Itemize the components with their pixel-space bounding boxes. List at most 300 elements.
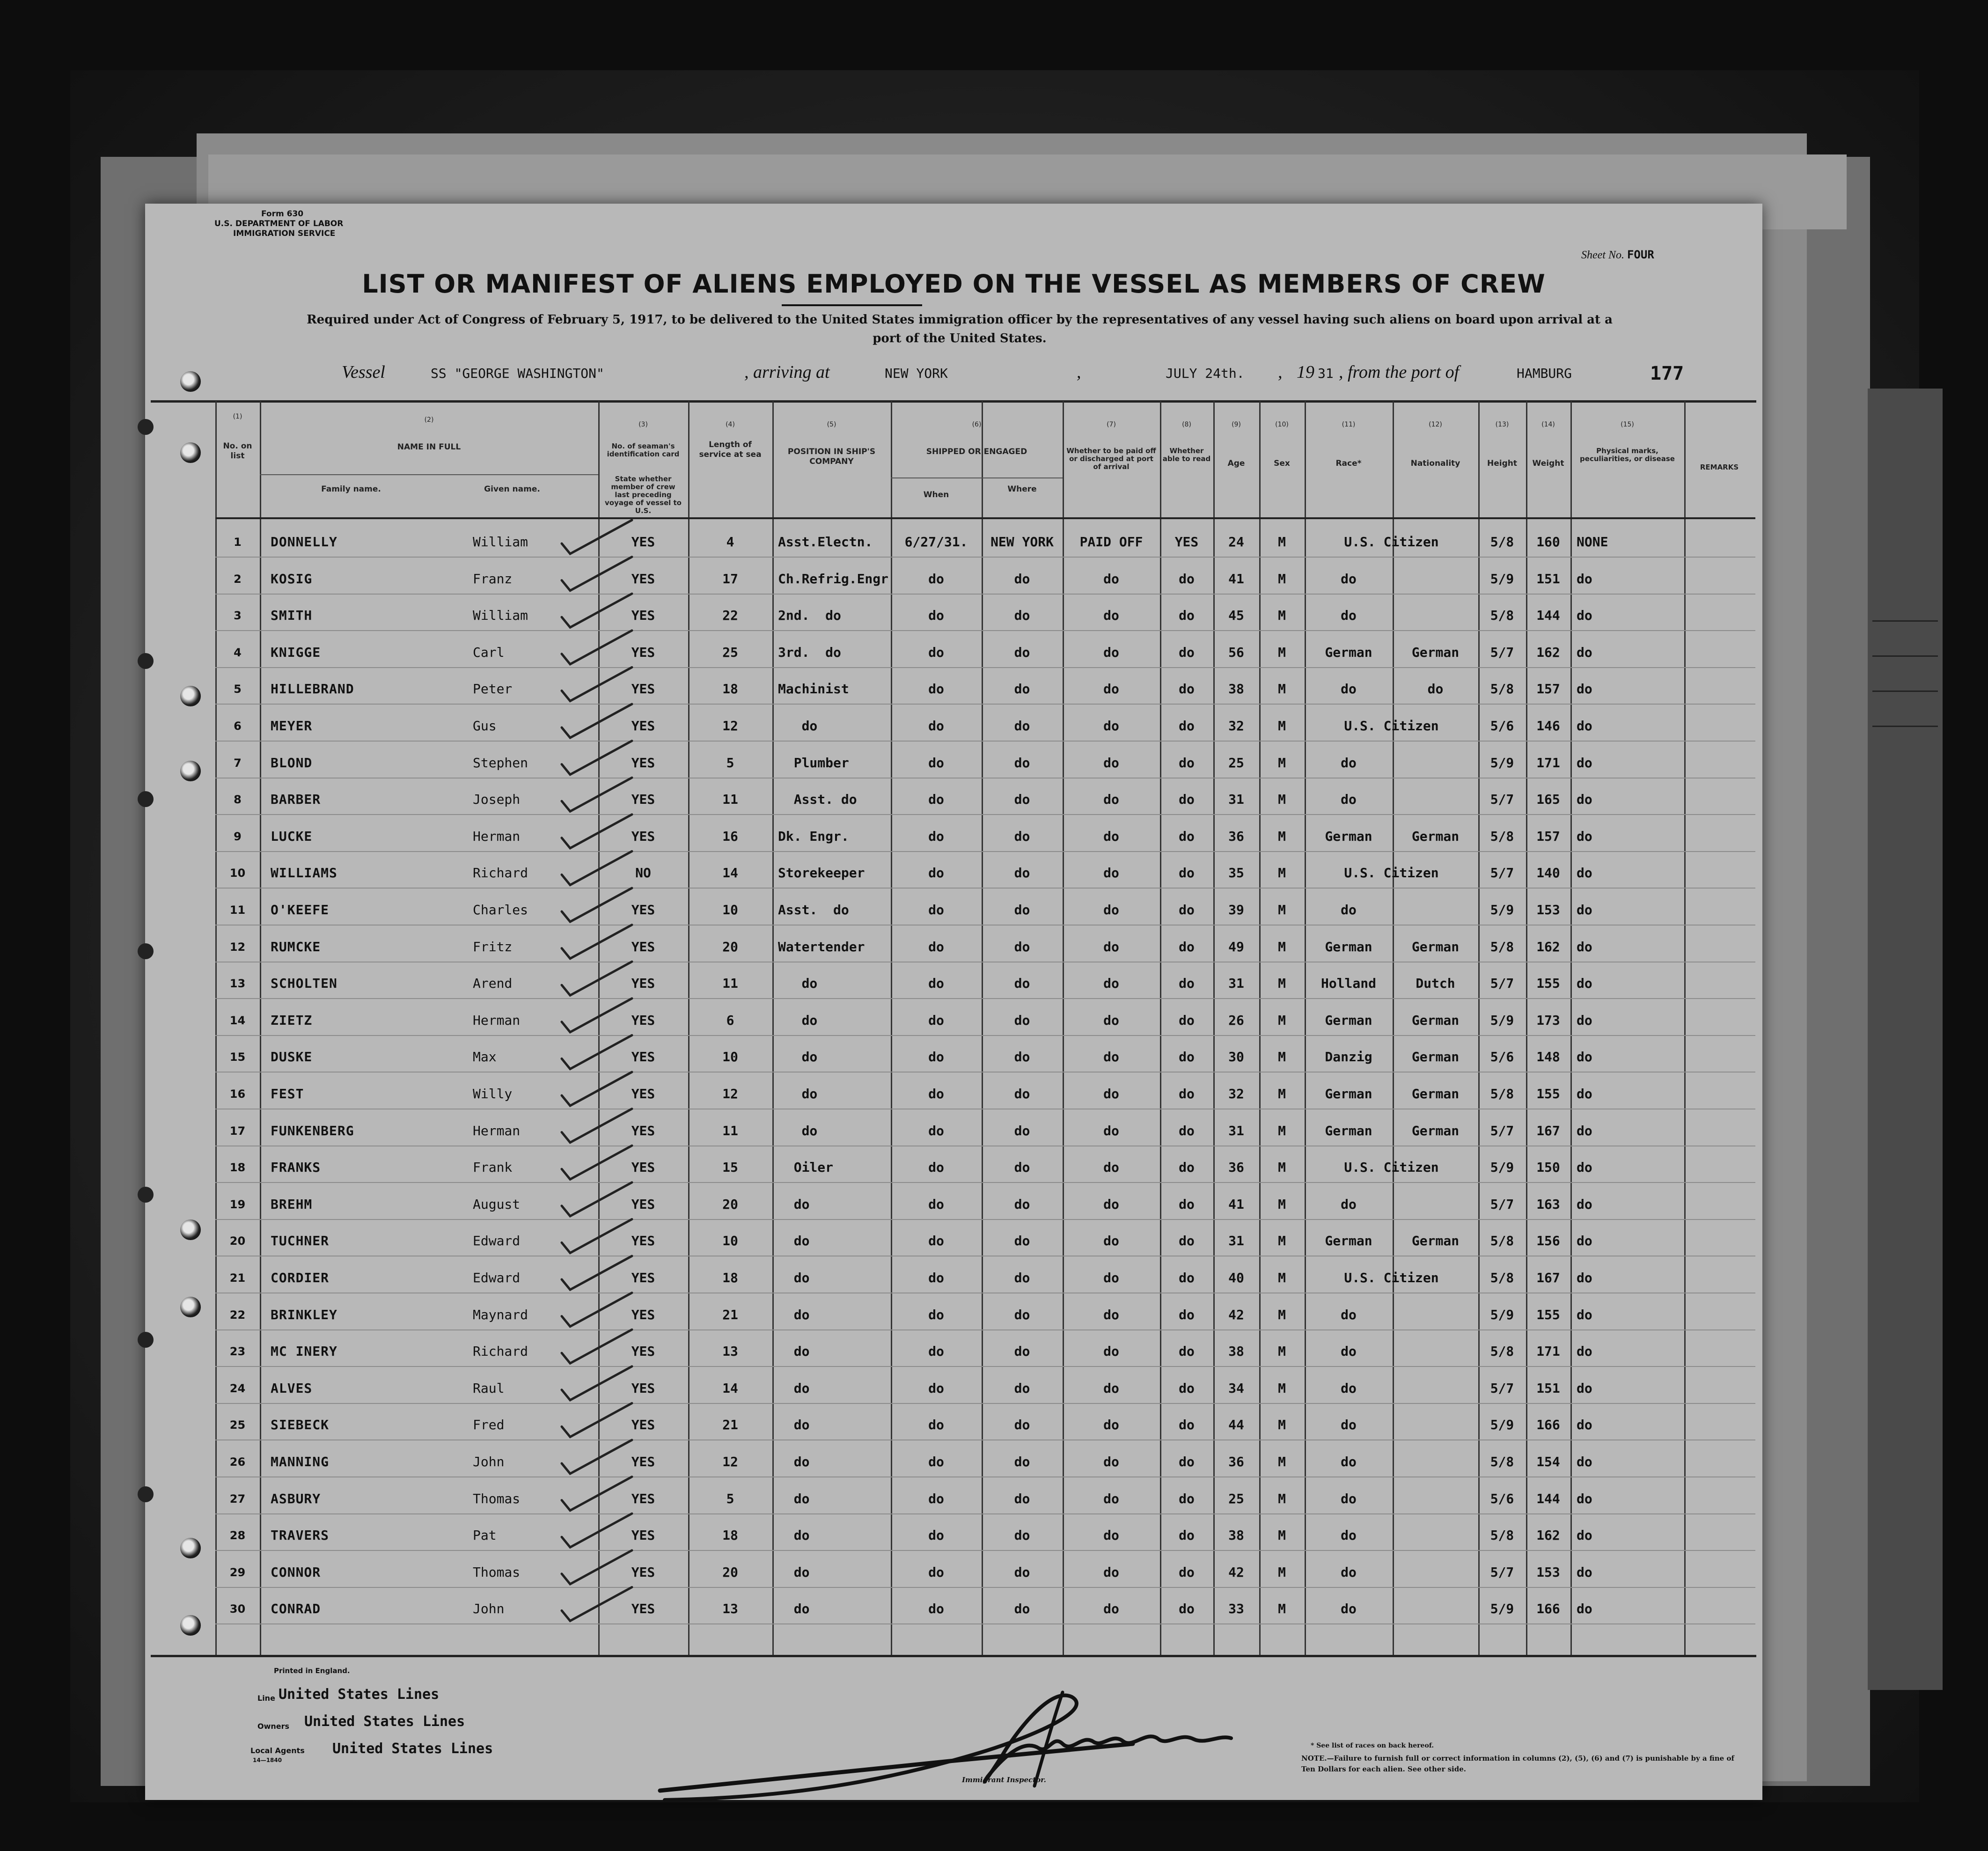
engaged-where: do	[1014, 792, 1030, 808]
race: German	[1325, 828, 1372, 844]
paid-off: do	[1103, 608, 1119, 624]
height: 5/8	[1490, 1233, 1514, 1249]
nationality	[1393, 1339, 1478, 1364]
races-note: * See list of races on back hereof.	[1311, 1742, 1434, 1749]
height: 5/8	[1490, 1270, 1514, 1285]
engaged-where: do	[1014, 1160, 1030, 1175]
family-name: BRINKLEY	[271, 1307, 337, 1322]
previous-voyage: YES	[631, 1491, 655, 1506]
engaged-where: do	[1014, 608, 1030, 624]
age: 39	[1228, 902, 1244, 918]
length-of-service: 20	[722, 1564, 738, 1580]
race: U.S. Citizen	[1344, 865, 1439, 881]
position: Machinist	[778, 681, 849, 697]
family-name: ZIETZ	[271, 1012, 313, 1028]
able-to-read: do	[1179, 681, 1195, 697]
row-number: 6	[234, 720, 242, 733]
nationality	[1393, 603, 1478, 628]
given-name: Raul	[473, 1380, 505, 1396]
engaged-when: do	[928, 865, 944, 881]
position: Asst. do	[778, 792, 857, 808]
sex: M	[1278, 792, 1286, 808]
able-to-read: do	[1179, 1601, 1195, 1617]
family-name: KOSIG	[271, 571, 313, 587]
able-to-read: do	[1179, 1380, 1195, 1396]
row-rule	[215, 1182, 1755, 1183]
physical-marks: do	[1577, 902, 1592, 918]
weight: 140	[1536, 865, 1560, 881]
previous-voyage: YES	[631, 902, 655, 918]
weight: 157	[1536, 681, 1560, 697]
row-number: 18	[229, 1161, 246, 1175]
previous-voyage: YES	[631, 1601, 655, 1617]
arriving-label: , arriving at	[744, 362, 830, 382]
previous-voyage: YES	[631, 792, 655, 808]
paid-off: do	[1103, 865, 1119, 881]
able-to-read: do	[1179, 939, 1195, 955]
previous-voyage: YES	[631, 608, 655, 624]
paid-off: do	[1103, 939, 1119, 955]
family-name: MC INERY	[271, 1344, 337, 1359]
previous-voyage: YES	[631, 1307, 655, 1322]
paid-off: do	[1103, 1196, 1119, 1212]
row-number: 4	[234, 646, 242, 659]
sex: M	[1278, 939, 1286, 955]
previous-voyage: YES	[631, 681, 655, 697]
family-name: TRAVERS	[271, 1528, 330, 1543]
paid-off: do	[1103, 718, 1119, 734]
family-name: DONNELLY	[271, 534, 337, 550]
height: 5/9	[1490, 571, 1514, 587]
engaged-when: do	[928, 1049, 944, 1065]
year-prefix: 19	[1297, 362, 1314, 382]
age: 42	[1228, 1307, 1244, 1322]
physical-marks: do	[1577, 1417, 1592, 1433]
nationality	[1393, 713, 1478, 739]
row-number: 24	[229, 1381, 246, 1395]
engaged-where: do	[1014, 1564, 1030, 1580]
row-number: 17	[229, 1124, 246, 1138]
length-of-service: 18	[722, 1528, 738, 1543]
sex: M	[1278, 865, 1286, 881]
engaged-when: do	[928, 976, 944, 992]
age: 36	[1228, 828, 1244, 844]
from-label: , from the port of	[1339, 362, 1460, 382]
length-of-service: 11	[722, 1123, 738, 1139]
row-number: 28	[229, 1529, 246, 1542]
punch-hole	[180, 761, 201, 781]
height: 5/6	[1490, 718, 1514, 734]
nationality: German	[1411, 1086, 1460, 1102]
nationality	[1393, 1302, 1478, 1328]
line-label: Line	[257, 1694, 275, 1703]
physical-marks: do	[1577, 1564, 1592, 1580]
age: 49	[1228, 939, 1244, 955]
page-number: 177	[1650, 363, 1684, 384]
engaged-where: do	[1014, 1491, 1030, 1506]
physical-marks: do	[1577, 1160, 1592, 1175]
given-name: Fred	[473, 1417, 505, 1433]
race: U.S. Citizen	[1344, 1270, 1439, 1285]
sheet-number-field	[1581, 248, 1654, 262]
race: do	[1341, 755, 1357, 771]
race: Danzig	[1325, 1049, 1372, 1065]
nationality: German	[1411, 1012, 1460, 1028]
row-number: 12	[229, 940, 246, 954]
race: U.S. Citizen	[1344, 1160, 1439, 1175]
height: 5/9	[1490, 1012, 1514, 1028]
sex: M	[1278, 1528, 1286, 1543]
physical-marks: do	[1577, 828, 1592, 844]
vessel-label: Vessel	[342, 362, 385, 382]
age: 35	[1228, 865, 1244, 881]
family-name: FUNKENBERG	[271, 1123, 354, 1139]
row-number: 11	[229, 903, 246, 917]
length-of-service: 10	[722, 902, 738, 918]
given-name: Herman	[473, 1012, 521, 1028]
family-name: BARBER	[271, 792, 321, 808]
engaged-where: do	[1014, 681, 1030, 697]
separator: ,	[1077, 362, 1081, 382]
age: 38	[1228, 1528, 1244, 1543]
column-number: (3)	[638, 421, 648, 428]
sex: M	[1278, 1491, 1286, 1506]
row-number: 1	[234, 536, 242, 549]
position: Watertender	[778, 939, 865, 955]
weight: 144	[1536, 1491, 1560, 1506]
height: 5/7	[1490, 865, 1514, 881]
given-name: Richard	[473, 1344, 528, 1359]
length-of-service: 14	[722, 865, 738, 881]
engaged-where: do	[1014, 1196, 1030, 1212]
nationality: do	[1427, 681, 1444, 697]
position: do	[778, 1601, 810, 1617]
given-name: Thomas	[473, 1491, 521, 1506]
length-of-service: 18	[722, 1270, 738, 1285]
row-number: 13	[229, 977, 246, 991]
engaged-when: do	[928, 608, 944, 624]
weight: 171	[1536, 755, 1560, 771]
able-to-read: do	[1179, 1344, 1195, 1359]
able-to-read: do	[1179, 1564, 1195, 1580]
length-of-service: 6	[726, 1012, 734, 1028]
sex: M	[1278, 1307, 1286, 1322]
header-family-name: Family name.	[321, 485, 381, 494]
able-to-read: do	[1179, 1270, 1195, 1285]
length-of-service: 18	[722, 681, 738, 697]
paid-off: do	[1103, 976, 1119, 992]
engaged-where: do	[1014, 828, 1030, 844]
paid-off: do	[1103, 1344, 1119, 1359]
physical-marks: do	[1577, 976, 1592, 992]
paid-off: do	[1103, 1233, 1119, 1249]
height: 5/8	[1490, 1528, 1514, 1543]
engaged-when: do	[928, 1564, 944, 1580]
sex: M	[1278, 608, 1286, 624]
sex: M	[1278, 1454, 1286, 1469]
height: 5/7	[1490, 792, 1514, 808]
previous-voyage: YES	[631, 1380, 655, 1396]
paid-off: do	[1103, 1012, 1119, 1028]
height: 5/7	[1490, 1380, 1514, 1396]
sex: M	[1278, 755, 1286, 771]
position: do	[778, 1012, 818, 1028]
row-rule	[215, 1550, 1755, 1551]
engaged-where: do	[1014, 1454, 1030, 1469]
given-name: William	[473, 608, 528, 624]
physical-marks: do	[1577, 1601, 1592, 1617]
row-number: 20	[229, 1234, 246, 1248]
engaged-when: do	[928, 1270, 944, 1285]
height: 5/8	[1490, 828, 1514, 844]
race: do	[1341, 792, 1357, 808]
height: 5/8	[1490, 1086, 1514, 1102]
nationality: German	[1411, 1123, 1460, 1139]
length-of-service: 20	[722, 939, 738, 955]
weight: 166	[1536, 1417, 1560, 1433]
paid-off: do	[1103, 828, 1119, 844]
row-number: 5	[234, 683, 242, 696]
family-name: O'KEEFE	[271, 902, 330, 918]
given-name: Herman	[473, 1123, 521, 1139]
arrival-date: JULY 24th.	[1166, 366, 1245, 381]
position: Asst.Electn.	[778, 534, 873, 550]
able-to-read: do	[1179, 644, 1195, 660]
header-weight: Weight	[1532, 459, 1564, 468]
physical-marks: do	[1577, 1307, 1592, 1322]
weight: 146	[1536, 718, 1560, 734]
paid-off: do	[1103, 792, 1119, 808]
height: 5/7	[1490, 1123, 1514, 1139]
family-name: FEST	[271, 1086, 304, 1102]
physical-marks: do	[1577, 1049, 1592, 1065]
position: do	[778, 1123, 818, 1139]
engaged-where: do	[1014, 1417, 1030, 1433]
weight: 156	[1536, 1233, 1560, 1249]
age: 31	[1228, 1233, 1244, 1249]
family-name: FRANKS	[271, 1160, 321, 1175]
weight: 171	[1536, 1344, 1560, 1359]
sex: M	[1278, 976, 1286, 992]
column-number: (2)	[424, 416, 434, 424]
age: 41	[1228, 571, 1244, 587]
length-of-service: 10	[722, 1049, 738, 1065]
inspector-signature	[651, 1683, 1297, 1809]
length-of-service: 13	[722, 1344, 738, 1359]
race: Holland	[1320, 976, 1376, 992]
age: 45	[1228, 608, 1244, 624]
engaged-when: do	[928, 571, 944, 587]
row-number: 10	[229, 867, 246, 880]
race: do	[1341, 1307, 1357, 1322]
row-rule	[215, 778, 1755, 779]
age: 38	[1228, 1344, 1244, 1359]
sheet-number-value: FOUR	[1627, 248, 1654, 261]
able-to-read: do	[1179, 755, 1195, 771]
form-identifier	[214, 209, 343, 239]
sex: M	[1278, 1123, 1286, 1139]
column-number: (5)	[827, 421, 836, 428]
header-shipped: SHIPPED OR ENGAGED	[926, 447, 1027, 456]
family-name: MEYER	[271, 718, 313, 734]
age: 26	[1228, 1012, 1244, 1028]
engaged-when: do	[928, 1123, 944, 1139]
able-to-read: do	[1179, 902, 1195, 918]
previous-voyage: YES	[631, 1270, 655, 1285]
engaged-where: do	[1014, 1344, 1030, 1359]
position: 3rd. do	[778, 644, 841, 660]
paid-off: do	[1103, 1160, 1119, 1175]
weight: 162	[1536, 1528, 1560, 1543]
header-physical: Physical marks, peculiarities, or disease	[1580, 447, 1675, 463]
position: do	[778, 1049, 818, 1065]
column-number: (8)	[1182, 421, 1191, 428]
length-of-service: 15	[722, 1160, 738, 1175]
given-name: Max	[473, 1049, 497, 1065]
height: 5/7	[1490, 1564, 1514, 1580]
row-number: 23	[229, 1345, 246, 1359]
paid-off: PAID OFF	[1079, 534, 1143, 550]
engaged-when: do	[928, 718, 944, 734]
physical-marks: do	[1577, 608, 1592, 624]
paid-off: do	[1103, 1086, 1119, 1102]
able-to-read: YES	[1174, 534, 1199, 550]
previous-voyage: NO	[635, 865, 651, 881]
race: do	[1341, 1601, 1357, 1617]
race: German	[1325, 644, 1372, 660]
physical-marks: do	[1577, 571, 1592, 587]
physical-marks: do	[1577, 939, 1592, 955]
race: German	[1325, 1086, 1372, 1102]
inspector-label: Immigrant Inspector.	[962, 1776, 1046, 1784]
nationality: German	[1411, 939, 1460, 955]
length-of-service: 21	[722, 1307, 738, 1322]
length-of-service: 20	[722, 1196, 738, 1212]
engaged-when: do	[928, 1454, 944, 1469]
paid-off: do	[1103, 1417, 1119, 1433]
sex: M	[1278, 1601, 1286, 1617]
nationality: German	[1411, 644, 1460, 660]
family-name: WILLIAMS	[271, 865, 337, 881]
family-name: RUMCKE	[271, 939, 321, 955]
given-name: August	[473, 1196, 521, 1212]
physical-marks: do	[1577, 644, 1592, 660]
previous-voyage: YES	[631, 571, 655, 587]
given-name: Herman	[473, 828, 521, 844]
header-race: Race*	[1335, 459, 1362, 468]
position: do	[778, 1196, 810, 1212]
height: 5/9	[1490, 1307, 1514, 1322]
row-number: 7	[234, 756, 242, 770]
engaged-when: do	[928, 1344, 944, 1359]
race: do	[1341, 571, 1357, 587]
position: Plumber	[778, 755, 849, 771]
height: 5/7	[1490, 976, 1514, 992]
weight: 167	[1536, 1270, 1560, 1285]
row-number: 2	[234, 572, 242, 586]
position: do	[778, 718, 818, 734]
engaged-where: do	[1014, 755, 1030, 771]
row-number: 16	[229, 1087, 246, 1101]
given-name: Franz	[473, 571, 513, 587]
given-name: Joseph	[473, 792, 521, 808]
engaged-when: do	[928, 1380, 944, 1396]
family-name: ALVES	[271, 1380, 313, 1396]
age: 32	[1228, 718, 1244, 734]
previous-voyage: YES	[631, 1417, 655, 1433]
height: 5/8	[1490, 939, 1514, 955]
physical-marks: do	[1577, 1123, 1592, 1139]
previous-voyage: YES	[631, 976, 655, 992]
weight: 153	[1536, 902, 1560, 918]
paid-off: do	[1103, 1123, 1119, 1139]
paid-off: do	[1103, 1564, 1119, 1580]
able-to-read: do	[1179, 865, 1195, 881]
nationality: Dutch	[1416, 976, 1455, 992]
nationality	[1393, 1523, 1478, 1548]
column-number: (7)	[1107, 421, 1116, 428]
weight: 155	[1536, 1307, 1560, 1322]
length-of-service: 22	[722, 608, 738, 624]
position: do	[778, 1417, 810, 1433]
paid-off: do	[1103, 1307, 1119, 1322]
able-to-read: do	[1179, 1528, 1195, 1543]
height: 5/8	[1490, 1344, 1514, 1359]
given-name: William	[473, 534, 528, 550]
sex: M	[1278, 1160, 1286, 1175]
previous-voyage: YES	[631, 1196, 655, 1212]
row-rule	[215, 998, 1755, 999]
paid-off: do	[1103, 1528, 1119, 1543]
printed-note: Printed in England.	[274, 1667, 350, 1675]
previous-voyage: YES	[631, 534, 655, 550]
race: do	[1341, 1454, 1357, 1469]
race: do	[1341, 1491, 1357, 1506]
binding-notch	[138, 419, 154, 435]
physical-marks: do	[1577, 1012, 1592, 1028]
age: 31	[1228, 1123, 1244, 1139]
length-of-service: 14	[722, 1380, 738, 1396]
punch-hole	[180, 1615, 201, 1636]
paid-off: do	[1103, 755, 1119, 771]
binding-notch	[138, 1332, 154, 1348]
given-name: Gus	[473, 718, 497, 734]
engaged-when: do	[928, 1196, 944, 1212]
binding-notch	[138, 791, 154, 807]
engaged-when: 6/27/31.	[904, 534, 968, 550]
nationality	[1393, 1192, 1478, 1217]
weight: 163	[1536, 1196, 1560, 1212]
weight: 157	[1536, 828, 1560, 844]
row-number: 15	[229, 1050, 246, 1064]
position: do	[778, 1454, 810, 1469]
family-name: TUCHNER	[271, 1233, 330, 1249]
row-rule	[215, 594, 1755, 595]
underlying-sheet-tabs	[1868, 389, 1943, 1690]
height: 5/8	[1490, 681, 1514, 697]
binding-notch	[138, 1486, 154, 1502]
row-rule	[215, 1403, 1755, 1404]
race: German	[1325, 1012, 1372, 1028]
nationality	[1393, 860, 1478, 886]
family-name: SCHOLTEN	[271, 976, 337, 992]
physical-marks: do	[1577, 1270, 1592, 1285]
age: 25	[1228, 1491, 1244, 1506]
family-name: CONNOR	[271, 1564, 321, 1580]
race: do	[1341, 1344, 1357, 1359]
arriving-port: NEW YORK	[885, 366, 948, 381]
family-name: SMITH	[271, 608, 313, 624]
